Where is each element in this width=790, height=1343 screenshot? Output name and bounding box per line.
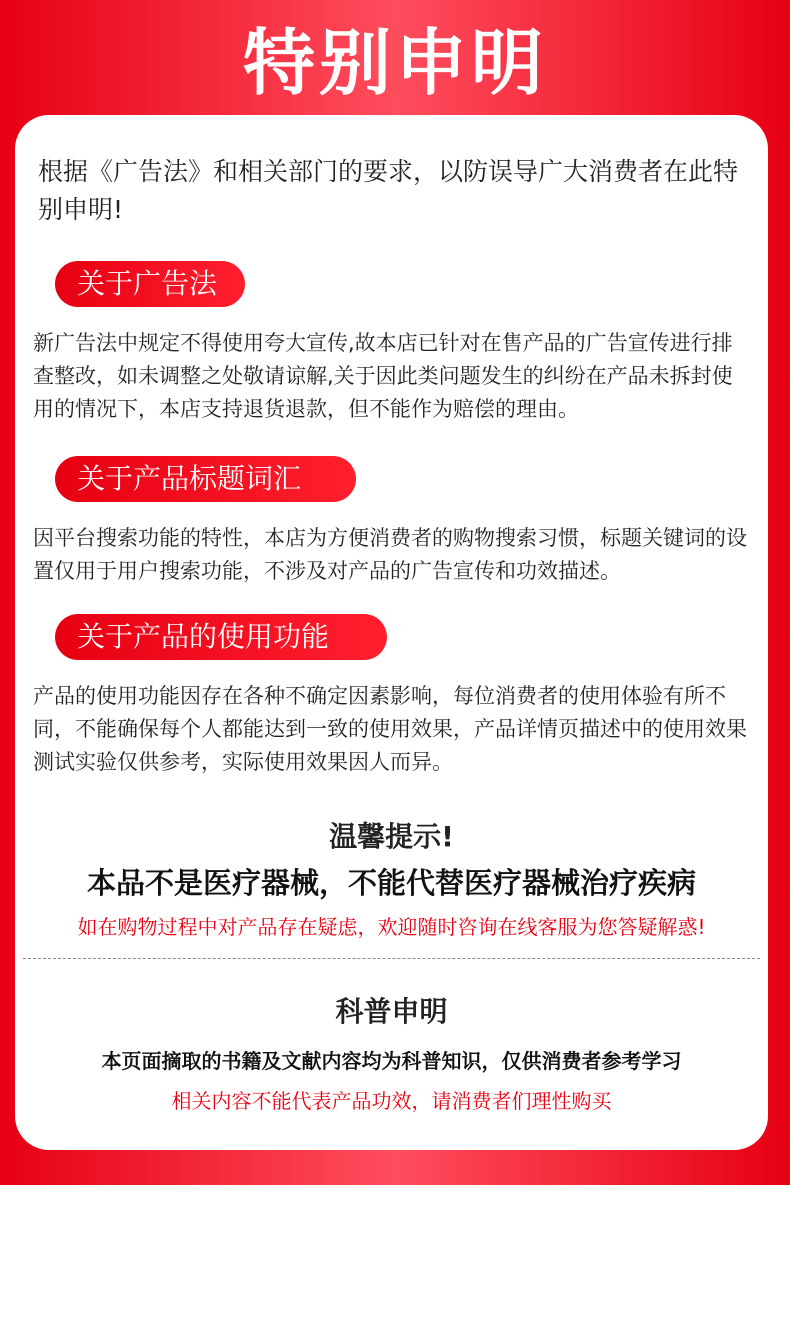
section-body-title-terms: 因平台搜索功能的特性，本店为方便消费者的购物搜索习惯，标题关键词的设置仅用于用户搜索功能，不涉及对产品的广告宣传和功效描述。 (33, 526, 747, 583)
customer-service-note: 如在购物过程中对产品存在疑虑，欢迎随时咨询在线客服为您答疑解惑! (77, 915, 706, 939)
section-heading-title-terms: 关于产品标题词汇 (55, 456, 356, 502)
intro-text: 根据《广告法》和相关部门的要求，以防误导广大消费者在此特别申明! (38, 157, 739, 224)
page-title: 特别申明 (242, 21, 547, 105)
science-title: 科普申明 (335, 995, 448, 1028)
science-note: 相关内容不能代表产品功效，请消费者们理性购买 (171, 1089, 612, 1113)
section-body-product-function: 产品的使用功能因存在各种不确定因素影响，每位消费者的使用体验有所不同，不能确保每个人都能达到一致的使用效果，产品详情页描述中的使用效果测试实验仅供参考，实际使用效果因人而异。 (33, 684, 747, 774)
section-heading-advertising-law: 关于广告法 (55, 261, 245, 307)
section-body-advertising-law: 新广告法中规定不得使用夸大宣传,故本店已针对在售产品的广告宣传进行排查整改，如未调整之处敬请谅解,关于因此类问题发生的纠纷在产品未拆封使用的情况下，本店支持退货退款，但不能作为赔偿的理由。 (33, 331, 733, 421)
statement-card (15, 115, 768, 1150)
medical-device-warning: 本品不是医疗器械，不能代替医疗器械治疗疾病 (86, 866, 696, 900)
tip-title: 温馨提示! (329, 820, 454, 853)
dashed-divider (23, 958, 760, 959)
science-statement: 本页面摘取的书籍及文献内容均为科普知识，仅供消费者参考学习 (101, 1049, 682, 1073)
section-heading-product-function: 关于产品的使用功能 (55, 614, 387, 660)
